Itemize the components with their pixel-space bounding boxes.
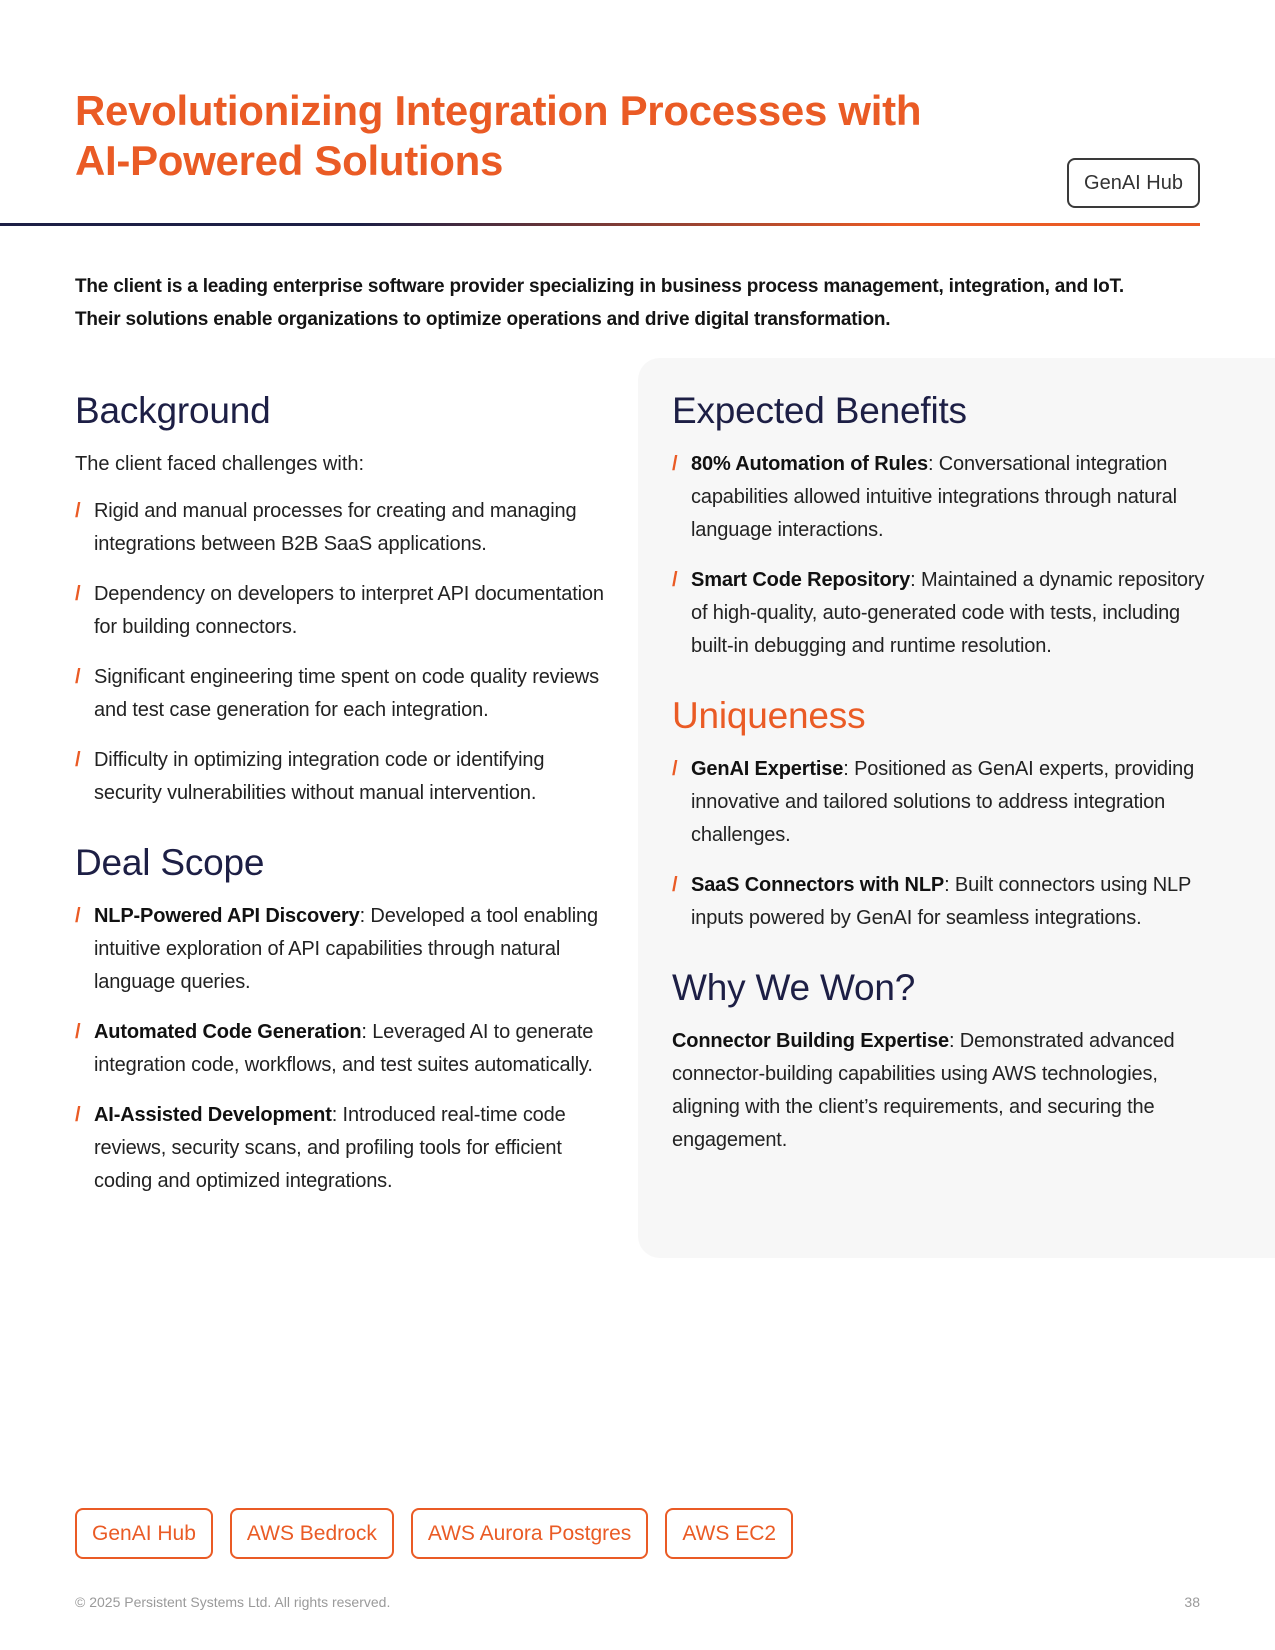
deal-scope-heading: Deal Scope: [75, 842, 265, 883]
slash-bullet-icon: /: [75, 583, 81, 605]
page-number: 38: [1184, 1594, 1200, 1610]
footer-copyright: © 2025 Persistent Systems Ltd. All rights reserved.: [75, 1594, 391, 1610]
why-won-heading: Why We Won?: [672, 967, 916, 1008]
page-title: [75, 86, 935, 186]
uniqueness-list: [672, 753, 1212, 935]
list-item: / Rigid and manual processes for creating and managing integrations between B2B SaaS applications.: [75, 495, 615, 561]
background-list: [75, 495, 615, 810]
list-item: / Significant engineering time spent on code quality reviews and test case generation for each integration.: [75, 661, 615, 727]
genai-hub-badge: GenAI Hub: [1067, 158, 1200, 208]
slash-bullet-icon: /: [75, 500, 81, 522]
expected-benefits-section: [672, 388, 1212, 663]
right-column: [672, 388, 1212, 1157]
list-item: / 80% Automation of Rules: Conversational integration capabilities allowed intuitive integrations through natural language interactions.: [672, 448, 1212, 547]
list-item: / NLP-Powered API Discovery: Developed a tool enabling intuitive exploration of API capabilities through natural language queries.: [75, 900, 615, 999]
tag-aws-ec2: AWS EC2: [665, 1508, 793, 1559]
left-column: [75, 388, 615, 1215]
technology-tags: [75, 1508, 793, 1559]
list-item: / GenAI Expertise: Positioned as GenAI experts, providing innovative and tailored solutions to address integration challenges.: [672, 753, 1212, 852]
list-item: / Dependency on developers to interpret API documentation for building connectors.: [75, 578, 615, 644]
intro-line-2: Their solutions enable organizations to optimize operations and drive digital transformation.: [75, 309, 891, 330]
why-won-section: [672, 965, 1212, 1157]
intro-line-1: The client is a leading enterprise software provider specializing in business process management, integration, and IoT.: [75, 276, 1124, 297]
deal-scope-section: [75, 840, 615, 1198]
intro-text: [75, 270, 1200, 336]
deal-scope-list: [75, 900, 615, 1198]
list-item: / SaaS Connectors with NLP: Built connectors using NLP inputs powered by GenAI for seamless integrations.: [672, 869, 1212, 935]
tag-aws-aurora-postgres: AWS Aurora Postgres: [411, 1508, 648, 1559]
expected-benefits-list: [672, 448, 1212, 663]
expected-benefits-heading: Expected Benefits: [672, 390, 967, 431]
list-item: / Difficulty in optimizing integration code or identifying security vulnerabilities without manual intervention.: [75, 744, 615, 810]
slash-bullet-icon: /: [672, 569, 678, 591]
list-item: / Smart Code Repository: Maintained a dynamic repository of high-quality, auto-generated code with tests, including built-in debugging and runtime resolution.: [672, 564, 1212, 663]
slash-bullet-icon: /: [75, 905, 81, 927]
list-item: / AI-Assisted Development: Introduced real-time code reviews, security scans, and profiling tools for efficient coding and optimized integrations.: [75, 1099, 615, 1198]
why-won-text: Connector Building Expertise: Demonstrated advanced connector-building capabilities using AWS technologies, aligning with the client’s requirements, and securing the engagement.: [672, 1030, 1175, 1151]
slash-bullet-icon: /: [75, 666, 81, 688]
tag-genai-hub: GenAI Hub: [75, 1508, 213, 1559]
title-line-2: AI-Powered Solutions: [75, 137, 504, 184]
uniqueness-heading: Uniqueness: [672, 695, 866, 736]
background-heading: Background: [75, 390, 271, 431]
slash-bullet-icon: /: [75, 749, 81, 771]
header-divider: [0, 223, 1200, 226]
list-item: / Automated Code Generation: Leveraged AI to generate integration code, workflows, and test suites automatically.: [75, 1016, 615, 1082]
title-line-1: Revolutionizing Integration Processes with: [75, 87, 922, 134]
slash-bullet-icon: /: [75, 1021, 81, 1043]
uniqueness-section: [672, 693, 1212, 935]
background-lead: The client faced challenges with:: [75, 453, 365, 475]
slash-bullet-icon: /: [672, 758, 678, 780]
tag-aws-bedrock: AWS Bedrock: [230, 1508, 394, 1559]
slash-bullet-icon: /: [672, 874, 678, 896]
background-section: [75, 388, 615, 810]
slash-bullet-icon: /: [75, 1104, 81, 1126]
slash-bullet-icon: /: [672, 453, 678, 475]
